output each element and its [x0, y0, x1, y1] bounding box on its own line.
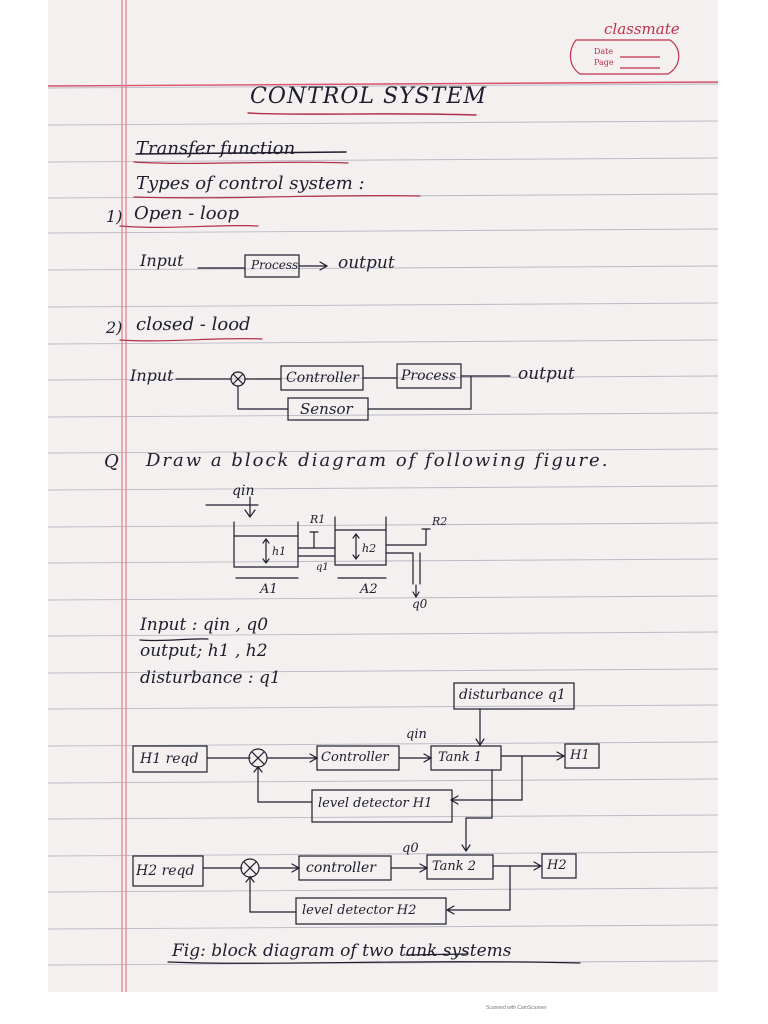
tank-h1-label: h1 [272, 545, 287, 558]
notebook-page [48, 0, 718, 992]
closed-loop-label: closed - lood [136, 314, 251, 335]
open-loop-underline [120, 226, 258, 228]
date-label: Date [594, 47, 614, 56]
bd-controller1-label: Controller [321, 750, 389, 765]
bd-h2-reqd-label: H2 reqd [136, 863, 195, 879]
tank-h2-label: h2 [362, 542, 377, 555]
bd-h2-label: H2 [547, 858, 567, 873]
tank-r1-label: R1 [310, 513, 326, 526]
heading-underline [134, 162, 348, 163]
closed-loop-underline [120, 339, 262, 341]
page-title: CONTROL SYSTEM [250, 84, 487, 109]
io-disturbance: disturbance : q1 [140, 668, 281, 688]
bd-h1-reqd-label: H1 reqd [140, 751, 199, 767]
struck-heading: Transfer function [136, 138, 296, 159]
cl-sensor-label: Sensor [300, 400, 353, 418]
bd-q0-label: q0 [402, 841, 419, 856]
types-heading: Types of control system : [136, 173, 365, 194]
bd-qin-label: qin [406, 727, 427, 742]
bd-h1-label: H1 [570, 748, 590, 763]
bd-tank1-label: Tank 1 [438, 750, 483, 765]
ol-process-label: Process [251, 258, 299, 272]
cl-process-label: Process [401, 368, 457, 384]
tank-q1-label: q1 [316, 562, 329, 573]
figure-caption: Fig: block diagram of two tank systems [172, 941, 512, 961]
tank-a1-label: A1 [260, 582, 278, 597]
io-input: Input : qin , q0 [140, 615, 269, 635]
scanner-footer: Scanned with CamScanner [486, 1005, 547, 1011]
open-loop-label: Open - loop [134, 203, 240, 224]
tank-a2-label: A2 [360, 582, 378, 597]
io-output: output; h1 , h2 [140, 641, 268, 661]
title-underline [248, 113, 476, 115]
tank-qin-label: qin [232, 483, 255, 499]
page-label: Page [594, 58, 614, 67]
ol-input-label: Input [140, 251, 184, 270]
bd-disturbance-label: disturbance q1 [459, 687, 566, 703]
brand-logo: classmate [604, 20, 680, 38]
tank2 [335, 517, 386, 565]
types-underline [134, 196, 420, 198]
open-loop-number: 1) [106, 207, 123, 226]
bd-controller2-label: controller [306, 860, 376, 876]
ol-output-label: output [338, 253, 395, 273]
bd-level-detector1-label: level detector H1 [318, 796, 433, 811]
closed-loop-number: 2) [106, 318, 123, 337]
cl-output-label: output [518, 364, 575, 384]
cl-controller-label: Controller [286, 370, 359, 386]
tank-r2-label: R2 [432, 515, 448, 528]
date-page-box [570, 40, 678, 74]
question-mark: Q [104, 451, 119, 472]
cl-input-label: Input [130, 366, 174, 385]
bd-level-detector2-label: level detector H2 [302, 903, 417, 918]
tank-q0-label: q0 [412, 597, 428, 611]
bd-tank2-label: Tank 2 [432, 859, 477, 874]
question-text: Draw a block diagram of following figure. [146, 450, 610, 471]
